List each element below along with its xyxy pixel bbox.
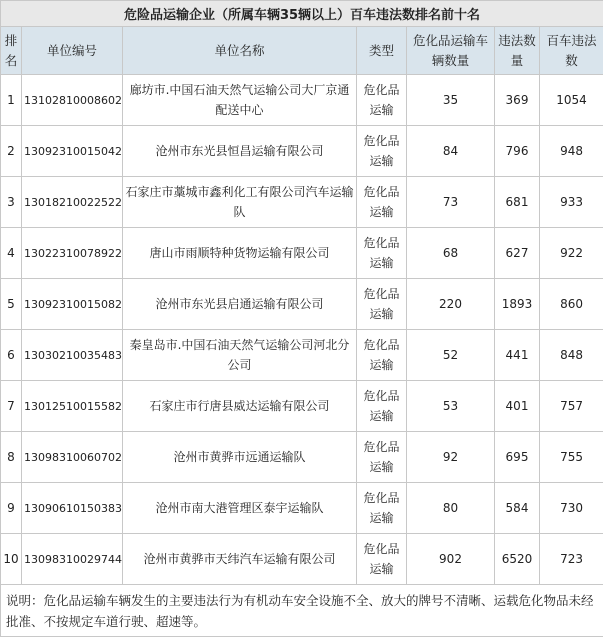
header-per100: 百车违法数 [540,27,603,75]
vehicles-cell: 84 [407,126,495,177]
per100-cell: 757 [540,381,603,432]
per100-cell: 1054 [540,75,603,126]
vehicles-cell: 73 [407,177,495,228]
table-note: 说明：危化品运输车辆发生的主要违法行为有机动车安全设施不全、放大的牌号不清晰、运载危化物品未经批准、不按规定车道行驶、超速等。 [1,585,603,637]
vehicles-cell: 220 [407,279,495,330]
code-cell: 13092310015042 [22,126,123,177]
header-row [1,27,603,75]
type-cell: 危化品运输 [357,126,407,177]
code-cell: 13098310029744 [22,534,123,585]
name-cell: 唐山市雨顺特种货物运输有限公司 [123,228,357,279]
vehicles-cell: 52 [407,330,495,381]
type-cell: 危化品运输 [357,330,407,381]
violations-cell: 1893 [495,279,540,330]
name-cell: 石家庄市行唐县威达运输有限公司 [123,381,357,432]
rank-cell: 8 [1,432,22,483]
violations-cell: 627 [495,228,540,279]
rank-cell: 1 [1,75,22,126]
violations-cell: 796 [495,126,540,177]
name-cell: 沧州市黄骅市天纬汽车运输有限公司 [123,534,357,585]
rank-cell: 2 [1,126,22,177]
per100-cell: 755 [540,432,603,483]
vehicles-cell: 68 [407,228,495,279]
table-row [1,483,603,534]
per100-cell: 860 [540,279,603,330]
rank-cell: 5 [1,279,22,330]
name-cell: 沧州市黄骅市远通运输队 [123,432,357,483]
per100-cell: 848 [540,330,603,381]
name-cell: 廊坊市.中国石油天然气运输公司大厂京通配送中心 [123,75,357,126]
name-cell: 秦皇岛市.中国石油天然气运输公司河北分公司 [123,330,357,381]
violations-cell: 369 [495,75,540,126]
per100-cell: 933 [540,177,603,228]
vehicles-cell: 92 [407,432,495,483]
rank-cell: 6 [1,330,22,381]
violations-cell: 584 [495,483,540,534]
name-cell: 石家庄市藁城市鑫利化工有限公司汽车运输队 [123,177,357,228]
header-code: 单位编号 [22,27,123,75]
rank-cell: 9 [1,483,22,534]
violations-cell: 6520 [495,534,540,585]
type-cell: 危化品运输 [357,483,407,534]
type-cell: 危化品运输 [357,534,407,585]
table-row [1,228,603,279]
header-rank: 排名 [1,27,22,75]
table-row [1,126,603,177]
table-title: 危险品运输企业（所属车辆35辆以上）百车违法数排名前十名 [1,1,603,27]
table-row [1,534,603,585]
vehicles-cell: 53 [407,381,495,432]
violations-cell: 695 [495,432,540,483]
table-row [1,177,603,228]
vehicles-cell: 35 [407,75,495,126]
type-cell: 危化品运输 [357,381,407,432]
code-cell: 13012510015582 [22,381,123,432]
violations-cell: 401 [495,381,540,432]
code-cell: 13102810008602 [22,75,123,126]
code-cell: 13022310078922 [22,228,123,279]
name-cell: 沧州市东光县恒昌运输有限公司 [123,126,357,177]
type-cell: 危化品运输 [357,279,407,330]
type-cell: 危化品运输 [357,177,407,228]
rank-cell: 10 [1,534,22,585]
table-row [1,381,603,432]
table-row [1,279,603,330]
rank-cell: 4 [1,228,22,279]
violations-cell: 681 [495,177,540,228]
vehicles-cell: 902 [407,534,495,585]
table-row [1,330,603,381]
code-cell: 13090610150383 [22,483,123,534]
rank-cell: 7 [1,381,22,432]
violations-cell: 441 [495,330,540,381]
per100-cell: 723 [540,534,603,585]
type-cell: 危化品运输 [357,228,407,279]
code-cell: 13092310015082 [22,279,123,330]
per100-cell: 922 [540,228,603,279]
table-row [1,432,603,483]
per100-cell: 730 [540,483,603,534]
code-cell: 13030210035483 [22,330,123,381]
header-name: 单位名称 [123,27,357,75]
type-cell: 危化品运输 [357,432,407,483]
header-vehicles: 危化品运输车辆数量 [407,27,495,75]
table-row [1,75,603,126]
type-cell: 危化品运输 [357,75,407,126]
header-type: 类型 [357,27,407,75]
name-cell: 沧州市南大港管理区泰宇运输队 [123,483,357,534]
name-cell: 沧州市东光县启通运输有限公司 [123,279,357,330]
header-violations: 违法数量 [495,27,540,75]
rank-cell: 3 [1,177,22,228]
code-cell: 13018210022522 [22,177,123,228]
per100-cell: 948 [540,126,603,177]
code-cell: 13098310060702 [22,432,123,483]
vehicles-cell: 80 [407,483,495,534]
